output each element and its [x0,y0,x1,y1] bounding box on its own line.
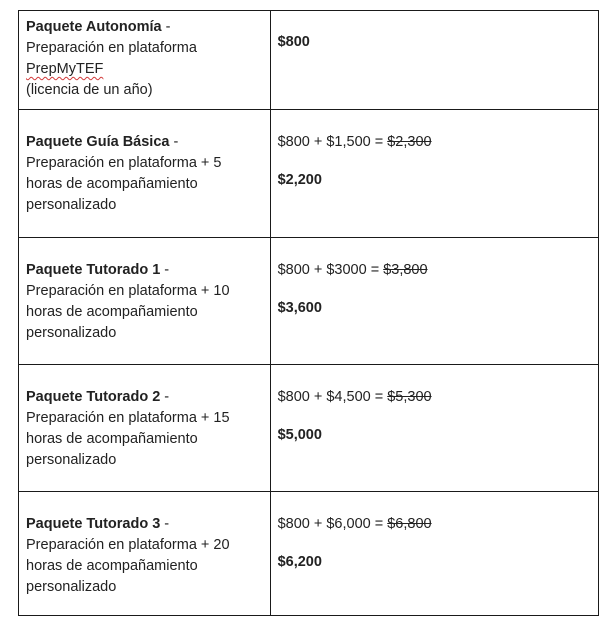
package-separator: - [169,134,179,150]
package-name: Paquete Guía Básica [26,134,170,150]
price-total: $2,200 [277,172,322,188]
license-note: (licencia de un año) [26,82,153,98]
package-name: Paquete Tutorado 1 [26,262,161,278]
price-formula: $800 + $6,000 = [277,516,388,532]
package-separator: - [160,262,170,278]
package-separator: - [161,19,171,35]
price-formula-line [278,514,591,535]
platform-name: PrepMyTEF [26,61,104,77]
price-total: $800 [277,34,310,50]
price-cell [271,492,599,615]
price-formula-line [278,260,591,281]
package-cell [19,110,271,237]
price-formula-line [278,132,591,153]
package-cell [19,365,271,491]
price-total: $3,600 [277,300,322,316]
platform-name-line [26,59,263,80]
price-formula: $800 + $3000 = [277,262,384,278]
package-description: Preparación en plataforma + 5 [26,155,222,171]
package-description: Preparación en plataforma + 20 [26,537,230,553]
package-description: personalizado [26,325,117,341]
table-row [19,365,599,492]
package-description: personalizado [26,197,117,213]
package-description: horas de acompañamiento [26,431,198,447]
package-separator: - [160,389,170,405]
package-description: Preparación en plataforma + 10 [26,283,230,299]
price-cell [271,11,599,109]
price-formula-line [278,387,591,408]
package-name: Paquete Tutorado 3 [26,516,161,532]
package-cell [19,11,271,109]
price-total: $5,000 [277,427,322,443]
table-row [19,11,599,110]
table-row [19,238,599,365]
package-name: Paquete Autonomía [26,19,162,35]
price-formula: $800 + $4,500 = [277,389,388,405]
price-cell [271,110,599,237]
package-description: Preparación en plataforma + 15 [26,410,230,426]
price-total: $6,200 [277,554,322,570]
table-row [19,110,599,238]
table-row [19,492,599,616]
package-description: personalizado [26,452,117,468]
price-cell [271,238,599,364]
original-price: $2,300 [387,134,432,150]
original-price: $3,800 [383,262,428,278]
package-cell [19,492,271,615]
package-cell [19,238,271,364]
package-description: horas de acompañamiento [26,558,198,574]
package-name: Paquete Tutorado 2 [26,389,161,405]
package-description: personalizado [26,579,117,595]
package-description: Preparación en plataforma [26,40,197,56]
price-formula: $800 + $1,500 = [277,134,388,150]
package-description: horas de acompañamiento [26,176,198,192]
package-description: horas de acompañamiento [26,304,198,320]
price-cell [271,365,599,491]
original-price: $5,300 [387,389,432,405]
original-price: $6,800 [387,516,432,532]
package-separator: - [160,516,170,532]
pricing-table [18,10,599,616]
